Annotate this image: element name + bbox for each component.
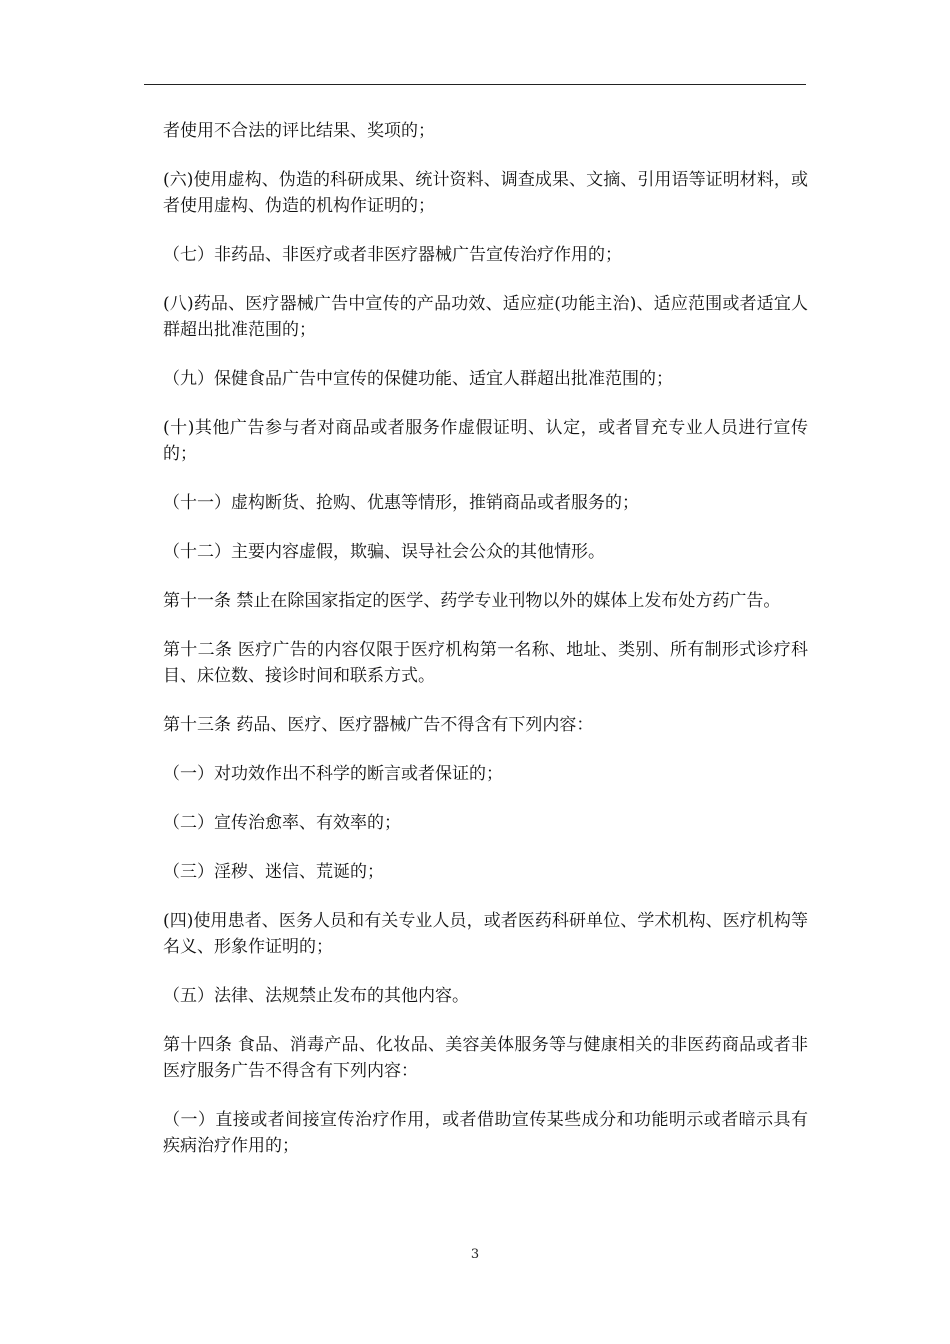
document-body (163, 118, 808, 1182)
paragraph: （一）直接或者间接宣传治疗作用，或者借助宣传某些成分和功能明示或者暗示具有疾病治疗作用的； (163, 1110, 808, 1156)
paragraph: （七）非药品、非医疗或者非医疗器械广告宣传治疗作用的； (163, 245, 622, 265)
paragraph: （九）保健食品广告中宣传的保健功能、适宜人群超出批准范围的； (163, 369, 673, 389)
paragraph: (四)使用患者、医务人员和有关专业人员，或者医药科研单位、学术机构、医疗机构等名义、形象作证明的； (163, 911, 808, 957)
paragraph: （三）淫秽、迷信、荒诞的； (163, 862, 384, 882)
paragraph: （一）对功效作出不科学的断言或者保证的； (163, 764, 503, 784)
article-paragraph: 第十四条 食品、消毒产品、化妆品、美容美体服务等与健康相关的非医药商品或者非医疗服务广告不得含有下列内容： (163, 1035, 808, 1081)
page-number: 3 (470, 1247, 480, 1262)
paragraph: （十二）主要内容虚假，欺骗、误导社会公众的其他情形。 (163, 542, 605, 562)
article-paragraph: 第十二条 医疗广告的内容仅限于医疗机构第一名称、地址、类别、所有制形式诊疗科目、床位数、接诊时间和联系方式。 (163, 640, 808, 686)
header-rule (144, 84, 806, 85)
paragraph: （十一）虚构断货、抢购、优惠等情形，推销商品或者服务的； (163, 493, 639, 513)
paragraph: (八)药品、医疗器械广告中宣传的产品功效、适应症(功能主治)、适应范围或者适宜人群超出批准范围的； (163, 294, 808, 340)
paragraph: （二）宣传治愈率、有效率的； (163, 813, 401, 833)
paragraph: (十)其他广告参与者对商品或者服务作虚假证明、认定，或者冒充专业人员进行宣传的； (163, 418, 808, 464)
paragraph: (六)使用虚构、伪造的科研成果、统计资料、调查成果、文摘、引用语等证明材料，或者使用虚构、伪造的机构作证明的； (163, 170, 808, 216)
paragraph: 者使用不合法的评比结果、奖项的； (163, 121, 435, 141)
paragraph: （五）法律、法规禁止发布的其他内容。 (163, 986, 469, 1006)
article-paragraph: 第十一条 禁止在除国家指定的医学、药学专业刊物以外的媒体上发布处方药广告。 (163, 591, 781, 611)
article-paragraph: 第十三条 药品、医疗、医疗器械广告不得含有下列内容： (163, 715, 594, 735)
